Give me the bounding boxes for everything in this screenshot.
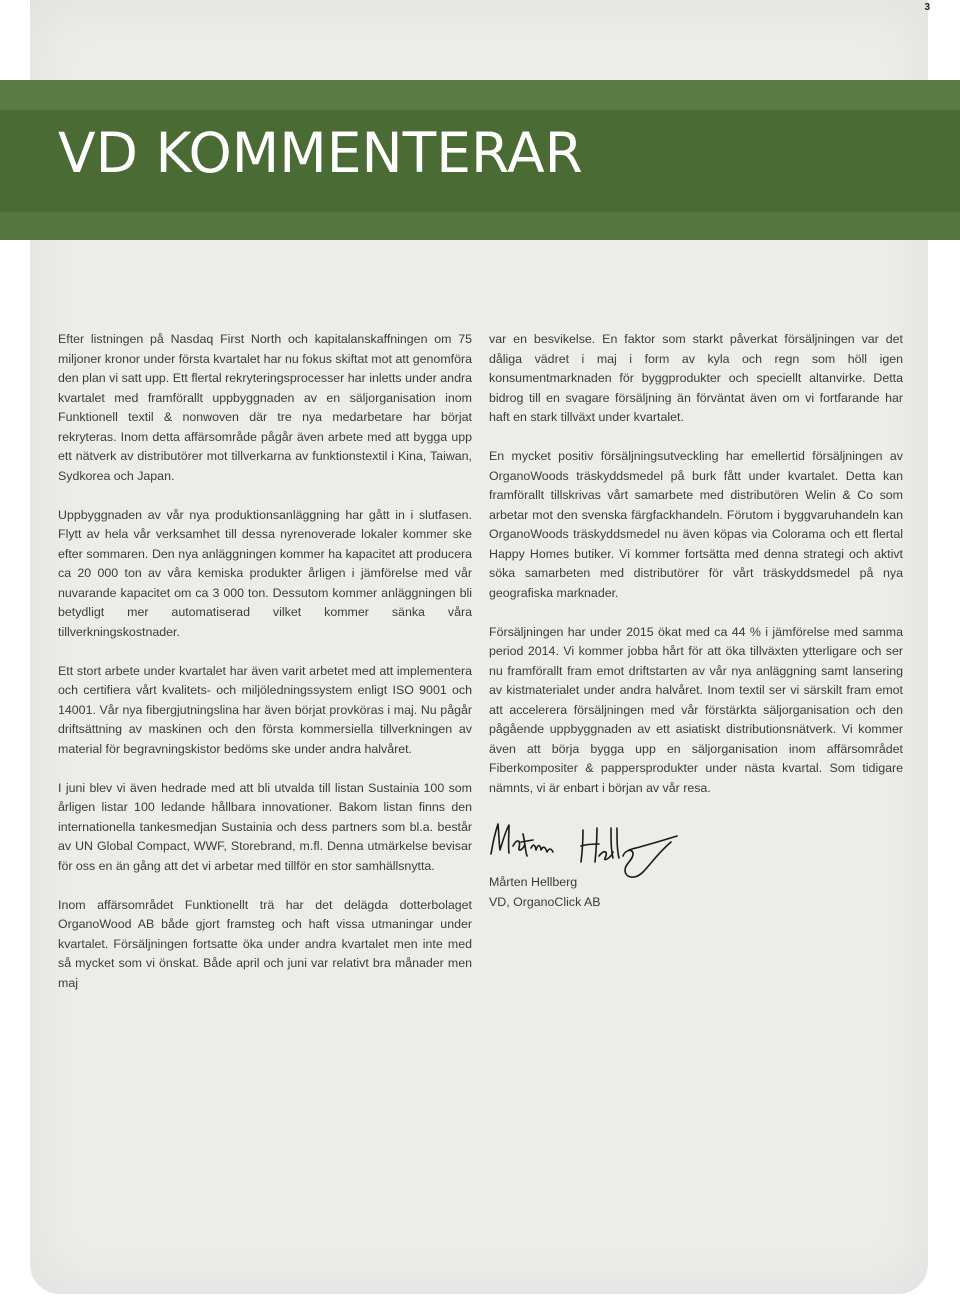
page-number: 3 bbox=[924, 2, 930, 13]
signer-block bbox=[489, 873, 601, 912]
title-band-stripe-top bbox=[0, 80, 960, 110]
title-band-stripe-bottom bbox=[0, 212, 960, 240]
paragraph-production: Uppbyggnaden av vår nya produktionsanläggning har gått in i slutfasen. Flytt av hela vår verksamhet till dessa nyrenoverade lokaler kommer ske efter sommaren. Den nya anläggningen kommer ha kapacitet att producera ca 20 000 ton av våra kemiska produkter årligen i jämförelse med vår nuvarande kapacitet om ca 3 000 ton. Dessutom kommer anläggningen bli betydligt mer automatiserad vilket kommer sänka våra tillverkningskostnader. bbox=[58, 507, 472, 639]
signer-role: VD, OrganoClick AB bbox=[489, 894, 601, 909]
paragraph-sustainia: I juni blev vi även hedrade med att bli utvalda till listan Sustainia 100 som årligen listar 100 ledande hållbara innovationer. Bakom listan finns den internationella tankesmedjan Sustainia och dess partners som bl.a. består av UN Global Compact, WWF, Storebrand, m.fl. Denna utmärkelse bevisar för oss en än gång att det vi arbetar med tillför en stor samhällsnytta. bbox=[58, 780, 472, 873]
paragraph-certification: Ett stort arbete under kvartalet har även varit arbetet med att implementera och certifiera vårt kvalitets- och miljöledningssystem enligt ISO 9001 och 14001. Vår nya fibergjutningslina har även börjat provköras i maj. Nu pågår driftsättning av maskinen och den första kommersiella tillverkningen av material för begravningskistor bedöms ske under andra halvåret. bbox=[58, 663, 472, 756]
page-title: VD KOMMENTERAR bbox=[58, 121, 583, 185]
title-band bbox=[0, 80, 960, 240]
paragraph-listing: Efter listningen på Nasdaq First North och kapitalanskaffningen om 75 miljoner kronor under första kvartalet har nu fokus skiftat mot att genomföra den plan vi satt upp. Ett flertal rekryteringsprocesser har inletts under andra kvartalet med framförallt uppbyggnaden av en säljorganisation inom Funktionell textil & nonwoven där tre nya medarbetare har börjat rekryteras. Inom detta affärsområde pågår även arbete med att bygga upp ett nätverk av distributörer mot tillverkarna av funktionstextil i Kina, Taiwan, Sydkorea och Japan. bbox=[58, 332, 472, 483]
paragraph-weather: var en besvikelse. En faktor som starkt påverkat försäljningen var det dåliga vädret i maj i form av kyla och regn som höll igen konsumentmarknaden för byggprodukter och speciellt altanvirke. Detta bidrog till en svagare försäljning än förväntat även om vi fortfarande har haft en stark tillväxt under kvartalet. bbox=[489, 332, 903, 424]
left-column bbox=[58, 330, 472, 1013]
paragraph-sales-development: En mycket positiv försäljningsutveckling har emellertid försäljningen av OrganoWoods träskyddsmedel på burk fått under kvartalet. Detta kan framförallt tillskrivas vårt samarbete med distributören Welin & Co som arbetar mot den svenska färgfackhandeln. Förutom i byggvaruhandeln kan OrganoWoods träskyddsmedel nu även köpas via Colorama och ett flertal Happy Homes butiker. Vi kommer fortsätta med denna strategi och aktivt söka samarbeten med distributörer för vårt träskyddsmedel på nya geografiska marknader. bbox=[489, 449, 903, 600]
paragraph-functional-wood: Inom affärsområdet Funktionellt trä har det delägda dotterbolaget OrganoWood AB både gjort framsteg och haft vissa utmaningar under kvartalet. Försäljningen fortsatte öka under andra kvartalet men inte med så mycket som vi önskat. Både april och juni var relativt bra månader men maj bbox=[58, 897, 472, 990]
paragraph-growth: Försäljningen har under 2015 ökat med ca 44 % i jämförelse med samma period 2014. Vi kommer jobba hårt för att öka tillväxten ytterligare och ser nu framförallt fram emot driftstarten av vår nya anläggning samt lansering av kistmaterialet under andra halvåret. Inom textil ser vi särskilt fram emot att accelerera försäljningen med vår förstärkta säljorganisation och den pågående uppbyggnaden av ett asiatiskt distributionsnätverk. Vi kommer även att börja bygga upp en säljorganisation inom affärsområdet Fiberkompositer & pappersprodukter under nästa kvartal. Som tidigare nämnts, vi är enbart i början av vår resa. bbox=[489, 624, 903, 795]
right-column bbox=[489, 330, 903, 818]
signer-name: Mårten Hellberg bbox=[489, 875, 578, 889]
